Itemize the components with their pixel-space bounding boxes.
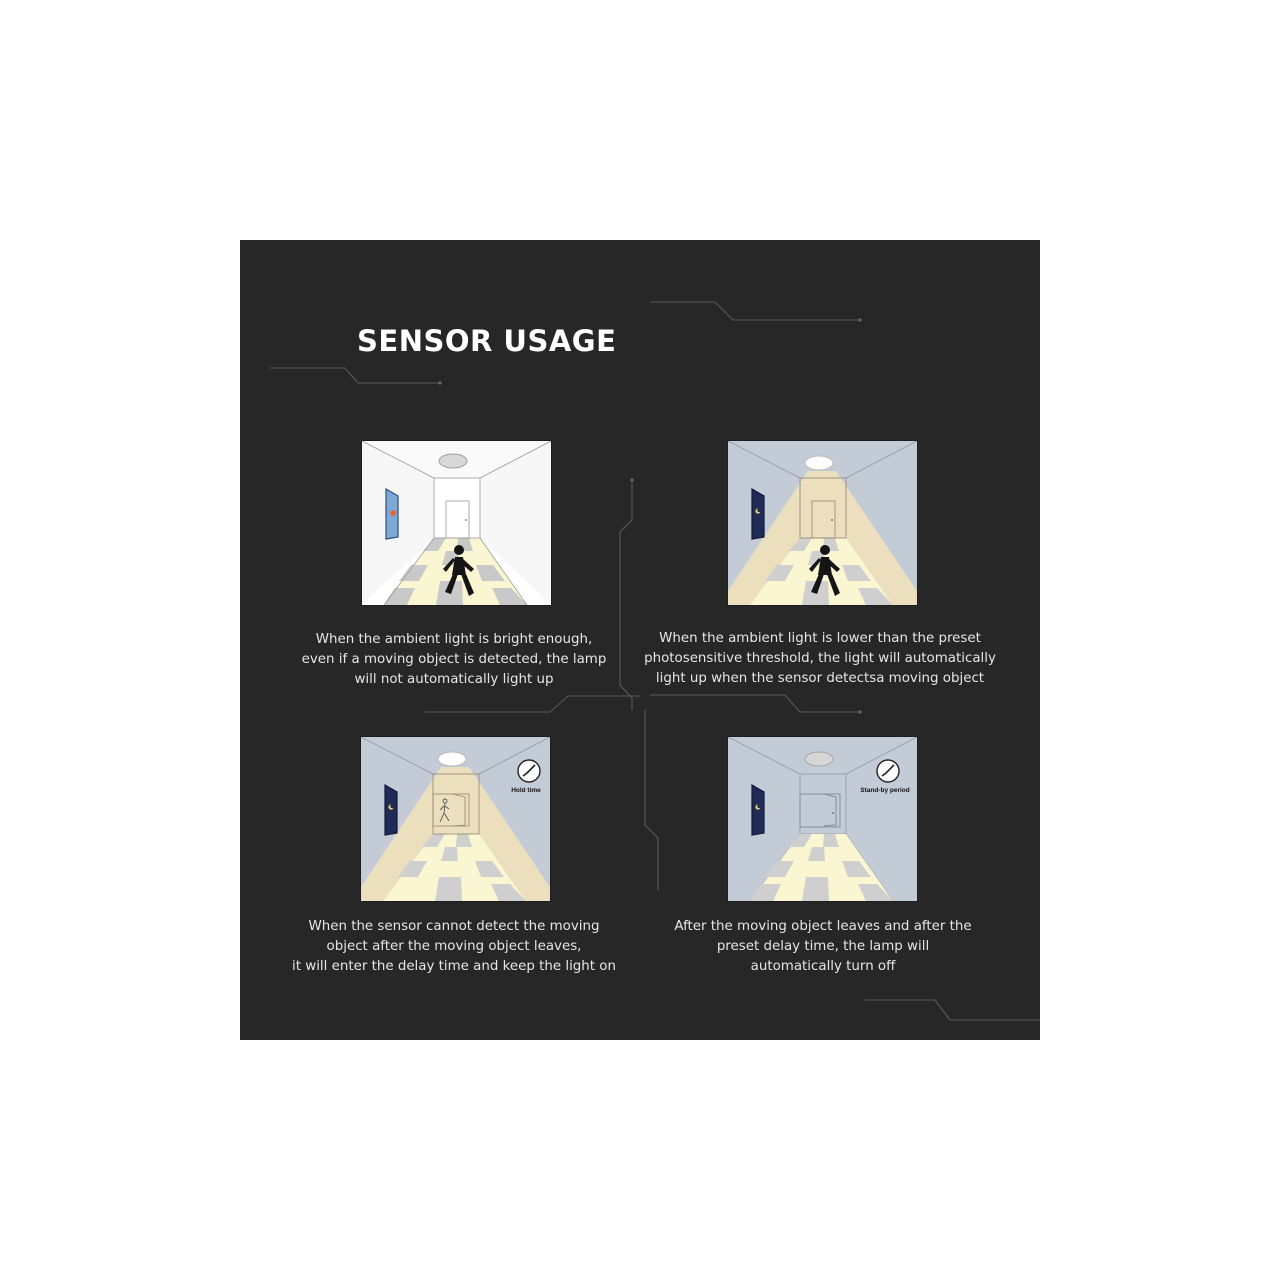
caption-line: will not automatically light up xyxy=(354,672,554,687)
caption-line: photosensitive threshold, the light will automatically xyxy=(644,651,996,666)
timer-icon xyxy=(877,760,899,782)
page-title: SENSOR USAGE xyxy=(357,324,617,358)
scene-card-low-ambient xyxy=(728,441,917,605)
caption-line: preset delay time, the lamp will xyxy=(716,939,930,954)
sensor-usage-panel xyxy=(240,240,1040,1040)
caption-line: even if a moving object is detected, the lamp xyxy=(301,652,607,667)
scene-caption-hold-time xyxy=(274,917,634,977)
caption-line: When the sensor cannot detect the moving xyxy=(308,919,600,934)
caption-line: When the ambient light is lower than the preset xyxy=(659,631,981,646)
caption-line: it will enter the delay time and keep the light on xyxy=(292,959,616,974)
room-illustration xyxy=(362,441,551,605)
caption-line: When the ambient light is bright enough, xyxy=(315,632,593,647)
timer-label: Stand-by period xyxy=(860,787,910,794)
scene-card-standby xyxy=(728,737,917,901)
timer-icon xyxy=(518,760,540,782)
room-illustration xyxy=(361,737,550,901)
room-illustration xyxy=(728,441,917,605)
timer-label: Hold time xyxy=(511,787,541,794)
scene-card-bright-ambient xyxy=(362,441,551,605)
room-illustration xyxy=(728,737,917,901)
caption-line: light up when the sensor detectsa moving object xyxy=(655,671,985,686)
scene-card-hold-time xyxy=(361,737,550,901)
scene-caption-standby xyxy=(643,917,1003,977)
caption-line: object after the moving object leaves, xyxy=(326,939,582,954)
scene-caption-low-ambient xyxy=(640,629,1000,689)
scene-caption-bright-ambient xyxy=(274,630,634,690)
caption-line: automatically turn off xyxy=(750,959,896,974)
caption-line: After the moving object leaves and after the xyxy=(674,919,972,934)
